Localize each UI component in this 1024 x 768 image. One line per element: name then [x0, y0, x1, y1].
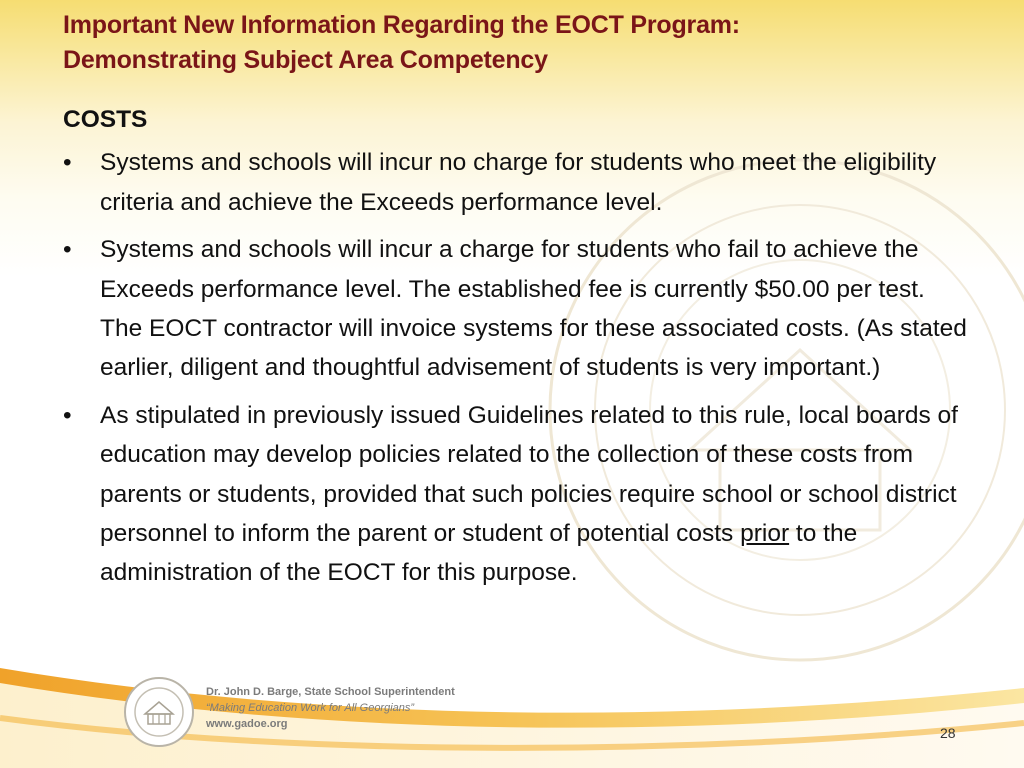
superintendent-name: Dr. John D. Barge, State School Superintendent — [206, 686, 455, 698]
department-of-education-seal-icon — [123, 676, 195, 748]
bullet-text-end: to the administration of the EOCT for this purpose. — [100, 520, 858, 587]
slide-body — [63, 100, 968, 601]
section-heading: COSTS — [63, 106, 148, 133]
website-link[interactable]: www.gadoe.org — [206, 718, 288, 730]
bullet-list — [63, 143, 968, 592]
bullet-item — [63, 230, 968, 388]
bullet-text-underlined: prior — [740, 520, 790, 548]
bullet-item — [63, 396, 968, 593]
bullet-text-start: As stipulated in previously issued Guidelines related to this rule, local boards of education may develop policies related to the collection of these costs from parents or students, provided that such policies require school or school district personnel to inform the parent or student of potential costs — [100, 401, 958, 548]
title-line-2: Demonstrating Subject Area Competency — [63, 46, 548, 74]
bullet-item — [63, 143, 968, 222]
page-number: 28 — [940, 725, 956, 741]
bullet-text: Systems and schools will incur no charge for students who meet the eligibility criteria and achieve the Exceeds performance level. — [100, 149, 937, 216]
bullet-text: Systems and schools will incur a charge for students who fail to achieve the Exceeds performance level. The established fee is currently $50.00 per test. The EOCT contractor will invoice systems for these associated costs. (As stated earlier, diligent and thoughtful advisement of students is very important.) — [100, 236, 967, 382]
bullet-icon: • — [63, 149, 72, 177]
bullet-icon: • — [63, 401, 72, 429]
title-line-1: Important New Information Regarding the EOCT Program: — [63, 11, 740, 39]
motto: “Making Education Work for All Georgians” — [206, 702, 415, 714]
bullet-icon: • — [63, 236, 72, 264]
slide-title — [63, 8, 963, 78]
footer-text — [206, 684, 455, 732]
